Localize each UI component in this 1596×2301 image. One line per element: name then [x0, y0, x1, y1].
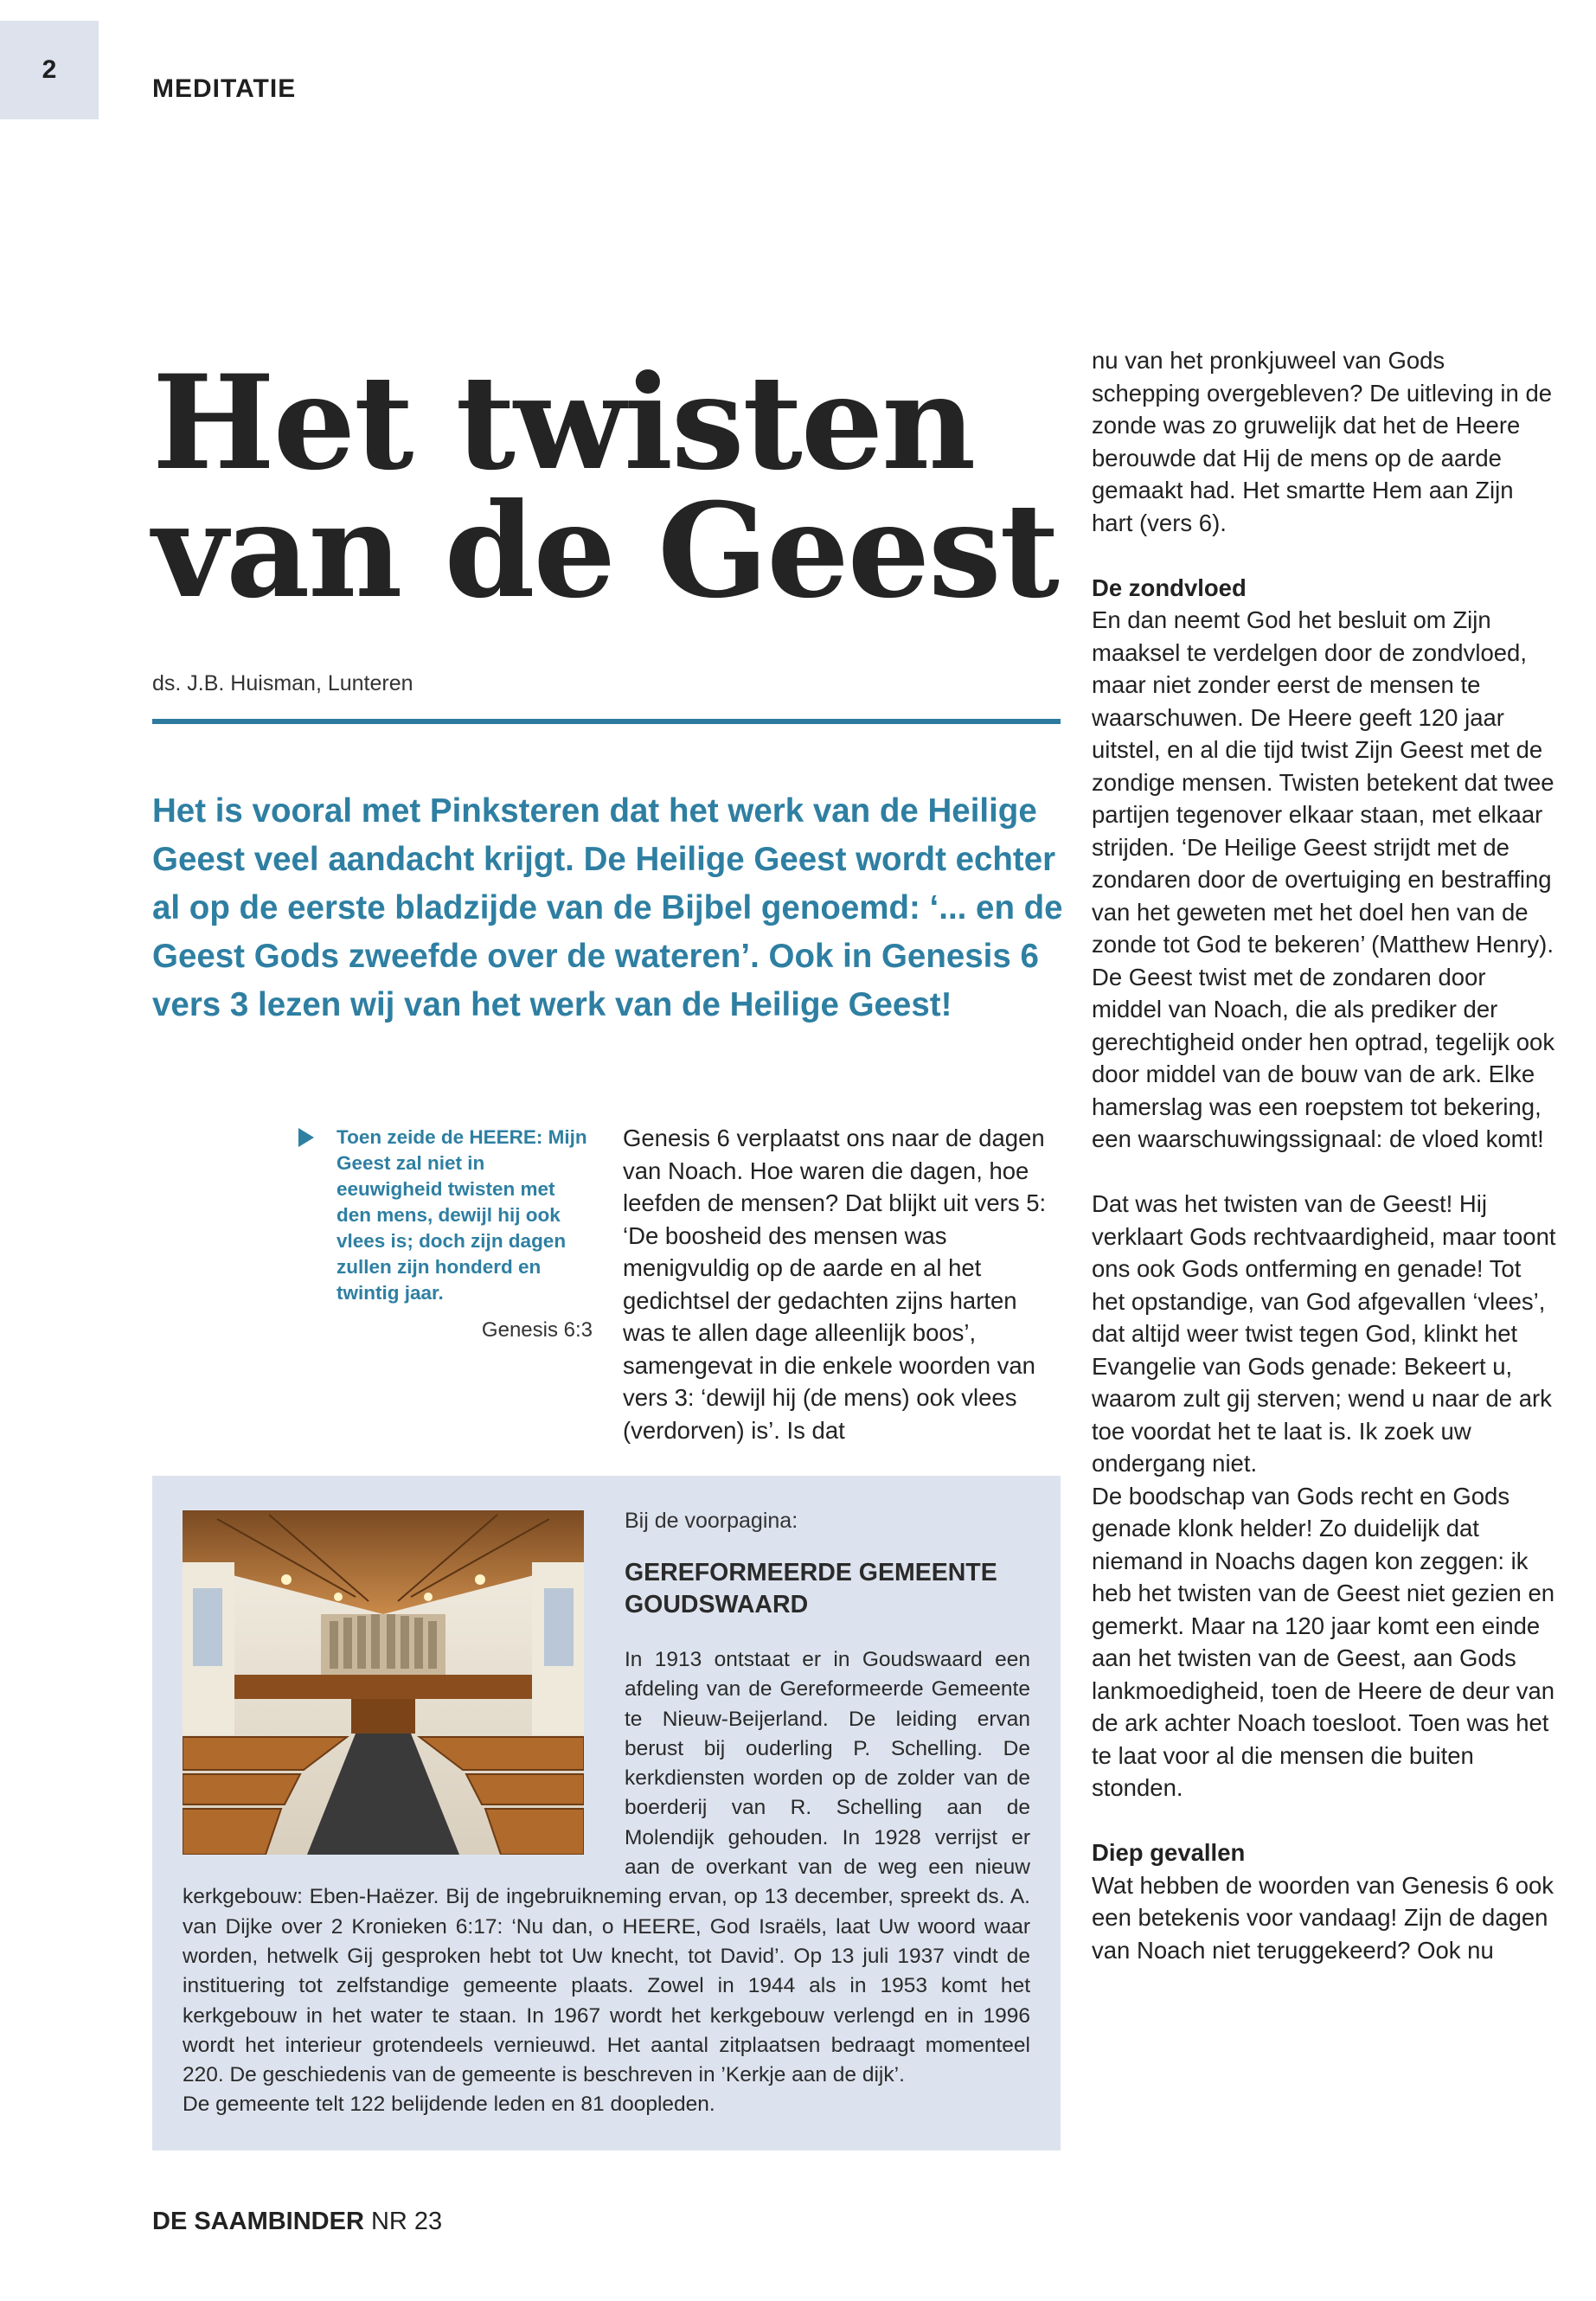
body-paragraph: De boodschap van Gods recht en Gods genade klonk helder! Zo duidelijk dat niemand in Noachs dagen kon zeggen: ik heb het twisten van de Geest niet gezien en gemerkt. Maar na 120 jaar komt een einde aan het twisten van de Geest, aan Gods lankmoedigheid, toen de Heere de deur van de ark achter Noach toesloot. Toen was het te laat voor al die mensen die buiten stonden.	[1092, 1482, 1555, 1801]
box-body-last-line: De gemeente telt 122 belijdende leden en 81 doopleden.	[183, 2093, 715, 2117]
article-title-line-1: Het twisten	[152, 347, 975, 499]
box-body-text: In 1913 ontstaat er in Goudswaard een afdeling van de Gereformeerde Gemeente te Nieuw-Beijerland. De leiding ervan berust bij ouderling P. Schelling. De kerkdiensten worden op de zolder van de boerderij van R. Schelling aan de Molendijk gehouden. In 1928 verrijst er aan de overkant van de weg een nieuw kerkgebouw: Eben-Haëzer. Bij de ingebruikneming ervan, op 13 december, spreekt ds. A. van Dijke over 2 Kronieken 6:17: ‘Nu dan, o HEERE, God Israëls, laat Uw woord waar worden, hetwelk Gij gesproken hebt tot Uw knecht, tot David’. Op 13 juli 1937 vindt de instituering tot zelfstandige gemeente plaats. Zowel in 1944 als in 1953 komt het kerkgebouw in het water te staan. In 1967 wordt het kerkgebouw verlengd en in 1996 wordt het interieur grotendeels vernieuwd. Het aantal zitplaatsen bedraagt momenteel 220. De geschiedenis van de gemeente is beschreven in ’Kerkje aan de dijk’.	[183, 1648, 1030, 2087]
footer	[152, 2208, 442, 2236]
footer-issue: NR 23	[370, 2208, 443, 2235]
page-number: 2	[0, 21, 99, 119]
lead-paragraph: Het is vooral met Pinksteren dat het werk van de Heilige Geest veel aandacht krijgt. De Heilige Geest wordt echter al op de eerste bladzijde van de Bijbel genoemd: ‘... en de Geest Gods zweefde over de wateren’. Ook in Genesis 6 vers 3 lezen wij van het werk van de Heilige Geest!	[152, 792, 1063, 1023]
article-title	[152, 347, 1069, 627]
quote-arrow-icon	[298, 1128, 314, 1147]
body-paragraph: nu van het pronkjuweel van Gods schepping overgebleven? De uitleving in de zonde was zo gruwelijk dat het de Heere berouwde dat Hij de mens op de aarde gemaakt had. Het smartte Hem aan Zijn hart (vers 6).	[1092, 347, 1553, 536]
title-divider	[152, 719, 1061, 724]
section-label: MEDITATIE	[152, 74, 297, 103]
footer-magazine: DE SAAMBINDER	[152, 2208, 364, 2235]
box-title: GEREFORMEERDE GEMEENTE GOUDSWAARD	[625, 1559, 997, 1618]
pull-quote	[298, 1125, 593, 1343]
body-paragraph: Wat hebben de woorden van Genesis 6 ook een betekenis voor vandaag! Zijn de dagen van Noach niet teruggekeerd? Ook nu	[1092, 1871, 1554, 1964]
box-intro: Bij de voorpagina:	[625, 1509, 798, 1533]
body-column-right	[1092, 344, 1559, 1966]
front-page-info-box	[152, 1476, 1061, 2150]
body-column-middle: Genesis 6 verplaatst ons naar de dagen van Noach. Hoe waren die dagen, hoe leefden de mensen? Dat blijkt uit vers 5: ‘De boosheid des mensen was menigvuldig op de aarde en al het gedichtsel der gedachten zijns harten was te allen dage alleenlijk boos’, samengevat in die enkele woorden van vers 3: ‘dewijl hij (de mens) ook vlees (verdorven) is’. Is dat	[623, 1125, 1047, 1444]
body-paragraph: Dat was het twisten van de Geest! Hij verklaart Gods rechtvaardigheid, maar toont ons ook Gods ontferming en genade! Tot het opstandige, van God afgevallen ‘vlees’, dat altijd weer twist tegen God, klinkt het Evangelie van Gods genade: Bekeert u, waarom zult gij sterven; wend u naar de ark toe voordat het te laat is. Ik zoek uw ondergang niet.	[1092, 1190, 1556, 1477]
subheading-diep-gevallen: Diep gevallen	[1092, 1839, 1246, 1866]
box-body	[183, 1645, 1030, 2120]
pull-quote-text: Toen zeide de HEERE: Mijn Geest zal niet in eeuwigheid twisten met den mens, dewijl hij ook vlees is; doch zijn dagen zullen zijn honderd en twintig jaar.	[337, 1126, 587, 1304]
byline: ds. J.B. Huisman, Lunteren	[152, 671, 413, 695]
article-title-line-2: van de Geest	[152, 475, 1058, 627]
subheading-zondvloed: De zondvloed	[1092, 574, 1247, 601]
body-paragraph: En dan neemt God het besluit om Zijn maaksel te verdelgen door de zondvloed, maar niet zonder eerst de mensen te waarschuwen. De Heere geeft 120 jaar uitstel, en al die tijd twist Zijn Geest met de zondige mensen. Twisten betekent dat twee partijen tegenover elkaar staan, met elkaar strijden. ‘De Heilige Geest strijdt met de zondaren door de overtuiging en bestraffing van het geweten met het doel hen van de zonde tot God te bekeren’ (Matthew Henry). De Geest twist met de zondaren door middel van Noach, die als prediker der gerechtigheid onder hen optrad, tegelijk ook door middel van de bouw van de ark. Elke hamerslag was een roepstem tot bekering, een waarschuwingssignaal: de vloed komt!	[1092, 606, 1555, 1152]
pull-quote-reference: Genesis 6:3	[481, 1318, 593, 1342]
